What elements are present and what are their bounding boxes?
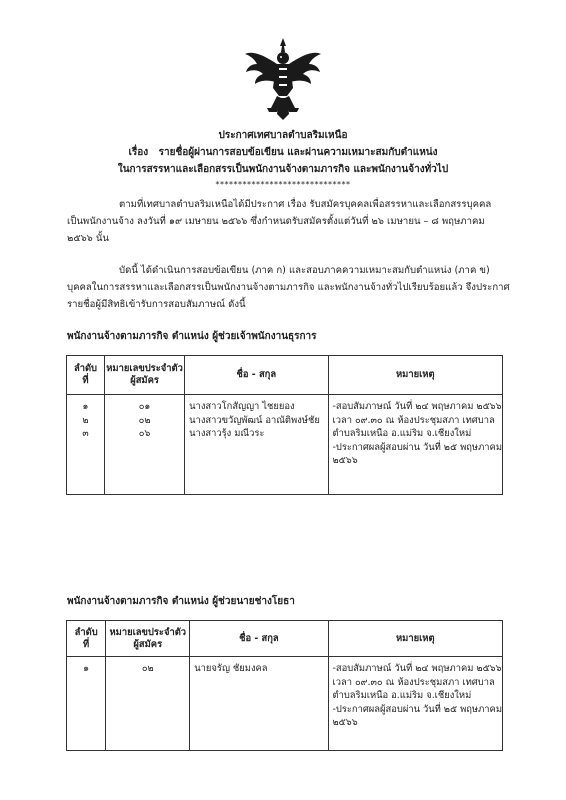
announcement-subject xyxy=(0,145,566,160)
section1-table xyxy=(66,355,503,495)
remark-line: ๒๕๖๖ xyxy=(332,717,358,729)
remark-line: เวลา ๐๙.๓๐ ณ ห้องประชุมสภา เทศบาล xyxy=(332,414,495,426)
col-order: ลำดับ ที่ xyxy=(67,621,106,657)
full-name-value: นางสาวขวัญพัฒน์ อาณัติพงษ์ชัย xyxy=(189,414,320,426)
applicant-id-value: ๐๑ xyxy=(138,401,151,412)
paragraph1-line3: ๒๕๖๖ นั้น xyxy=(67,233,109,244)
full-name-value: นายจรัญ ชัยมงคล xyxy=(194,663,268,674)
col-full-name: ชื่อ - สกุล xyxy=(190,621,328,657)
paragraph1-line2: เป็นพนักงานจ้าง ลงวันที่ ๑๙ เมษายน ๒๕๖๖ ซึ่งกำหนดรับสมัครตั้งแต่วันที่ ๒๖ เมษายน – ๘ พฤษภาคม xyxy=(67,216,485,227)
full-name-cell xyxy=(185,395,328,495)
remark-line: ตำบลริมเหนือ อ.แม่ริม จ.เชียงใหม่ xyxy=(332,428,472,440)
order-value: ๑ xyxy=(82,401,89,412)
full-name-cell xyxy=(190,657,328,751)
order-value: ๑ xyxy=(83,663,90,674)
section2-table xyxy=(66,620,503,751)
subject-label: เรื่อง xyxy=(128,147,149,158)
remark-line: ตำบลริมเหนือ อ.แม่ริม จ.เชียงใหม่ xyxy=(332,690,472,702)
order-value: ๒ xyxy=(82,414,89,426)
full-name-value: นางสาวรุ้ง มณีวระ xyxy=(189,428,265,440)
applicant-id-value: ๐๒ xyxy=(141,663,154,674)
applicant-id-cell xyxy=(106,657,190,751)
applicant-id-value: ๐๖ xyxy=(138,428,151,440)
stars-divider: ****************************** xyxy=(215,180,351,189)
table-body-row xyxy=(67,395,503,495)
col-applicant-id: หมายเลขประจำตัว ผู้สมัคร xyxy=(104,356,184,395)
paragraph2-line2: บุคคลในการสรรหาและเลือกสรรเป็นพนักงานจ้างตามภารกิจ และพนักงานจ้างทั่วไปเรียบร้อยแล้ว จึงประกาศ xyxy=(67,282,510,293)
paragraph1-line1: ตามที่เทศบาลตำบลริมเหนือได้มีประกาศ เรื่อง รับสมัครบุคคลเพื่อสรรหาและเลือกสรรบุคคล xyxy=(119,199,492,210)
applicant-id-cell xyxy=(104,395,184,495)
subject-text: รายชื่อผู้ผ่านการสอบข้อเขียน และผ่านความเหมาะสมกับตำแหน่ง xyxy=(158,147,438,158)
col-remark: หมายเหตุ xyxy=(328,356,503,395)
remark-line: ๒๕๖๖ xyxy=(332,455,358,467)
announcement-org: ประกาศเทศบาลตำบลริมเหนือ xyxy=(218,130,348,141)
table-body-row xyxy=(67,657,503,751)
col-full-name: ชื่อ - สกุล xyxy=(185,356,328,395)
remark-line: เวลา ๐๙.๓๐ ณ ห้องประชุมสภา เทศบาล xyxy=(332,676,495,688)
announcement-subject-line2: ในการสรรหาและเลือกสรรเป็นพนักงานจ้างตามภารกิจ และพนักงานจ้างทั่วไป xyxy=(117,164,449,175)
remark-line: -สอบสัมภาษณ์ วันที่ ๒๔ พฤษภาคม ๒๕๖๖ xyxy=(332,401,502,412)
table-header-row xyxy=(67,356,503,395)
applicant-id-value: ๐๒ xyxy=(138,414,151,426)
remark-cell xyxy=(328,657,503,751)
remark-line: -สอบสัมภาษณ์ วันที่ ๒๔ พฤษภาคม ๒๕๖๖ xyxy=(332,663,502,674)
remark-line: -ประกาศผลผู้สอบผ่าน วันที่ ๒๕ พฤษภาคม xyxy=(332,441,502,453)
col-remark: หมายเหตุ xyxy=(328,621,503,657)
order-cell xyxy=(67,657,106,751)
garuda-emblem xyxy=(243,36,323,120)
col-order: ลำดับ ที่ xyxy=(67,356,105,395)
paragraph2-line1: บัดนี้ ได้ดำเนินการสอบข้อเขียน (ภาค ก) และสอบภาคความเหมาะสมกับตำแหน่ง (ภาค ข) xyxy=(119,265,490,276)
order-cell xyxy=(67,395,105,495)
order-value: ๓ xyxy=(82,428,89,440)
full-name-value: นางสาวโกสัญญา ไชยยอง xyxy=(189,401,295,412)
paragraph2-line3: รายชื่อผู้มีสิทธิเข้ารับการสอบสัมภาษณ์ ดังนี้ xyxy=(67,299,246,310)
col-applicant-id: หมายเลขประจำตัว ผู้สมัคร xyxy=(106,621,190,657)
table-header-row xyxy=(67,621,503,657)
remark-line: -ประกาศผลผู้สอบผ่าน วันที่ ๒๕ พฤษภาคม xyxy=(332,703,502,715)
section2-heading: พนักงานจ้างตามภารกิจ ตำแหน่ง ผู้ช่วยนายช่างโยธา xyxy=(67,596,295,607)
section1-heading: พนักงานจ้างตามภารกิจ ตำแหน่ง ผู้ช่วยเจ้าพนักงานธุรการ xyxy=(67,331,317,342)
remark-cell xyxy=(328,395,503,495)
